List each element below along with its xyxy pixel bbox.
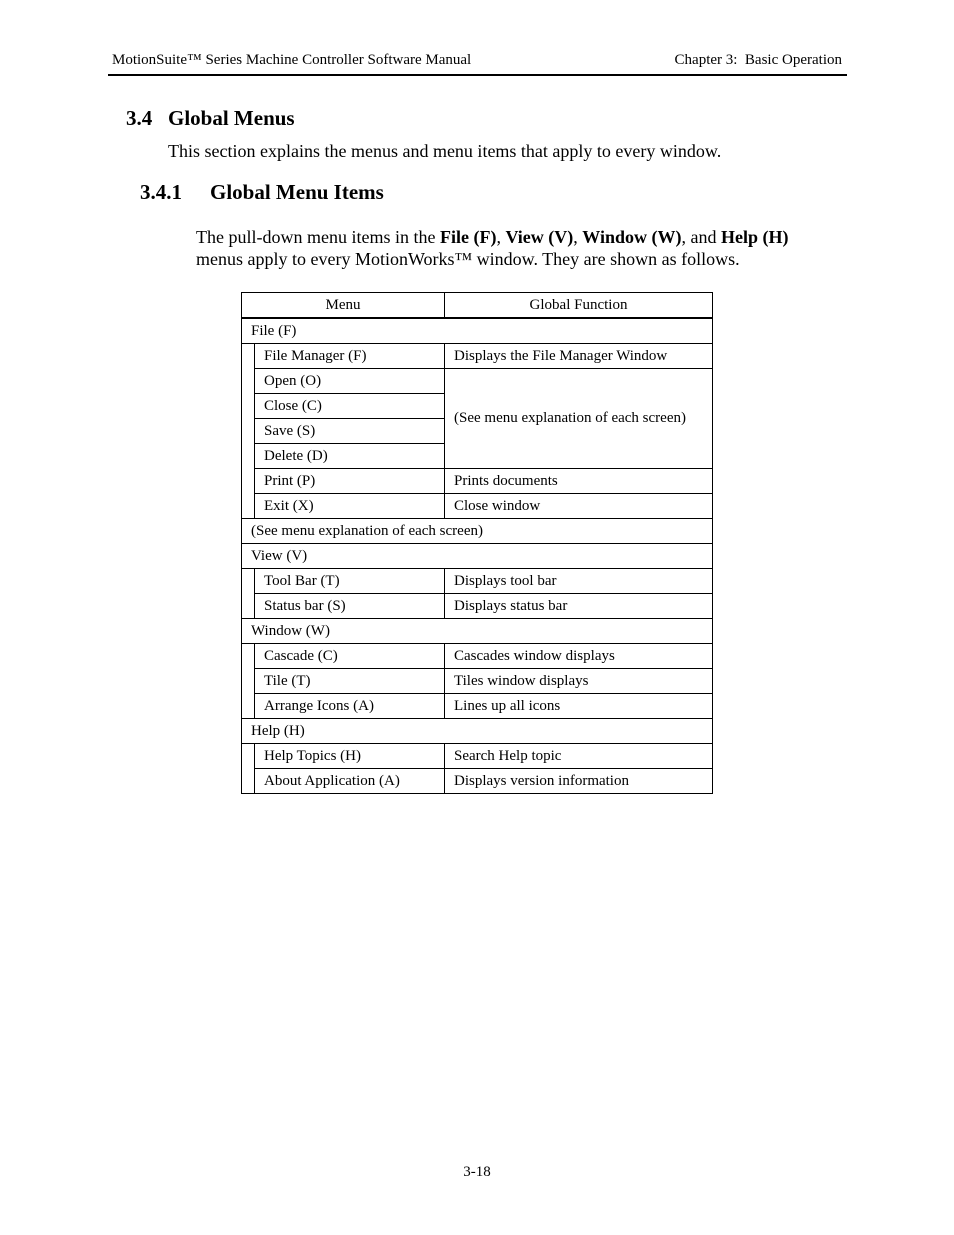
para-window-menu: Window (W) xyxy=(582,227,682,247)
table-row xyxy=(242,544,713,569)
table-row xyxy=(242,369,713,394)
table-row xyxy=(242,494,713,519)
menu-item: File Manager (F) xyxy=(255,344,445,369)
para-text: menus apply to every MotionWorks™ window. They are shown as follows. xyxy=(196,249,740,269)
table-row xyxy=(242,694,713,719)
para-sep: , and xyxy=(681,227,721,247)
para-view-menu: View (V) xyxy=(505,227,574,247)
table-row xyxy=(242,569,713,594)
indent-cell xyxy=(242,569,255,619)
col-menu-header: Menu xyxy=(242,293,445,319)
running-header-chapter: Chapter 3: Basic Operation xyxy=(674,52,842,68)
see-note-row: (See menu explanation of each screen) xyxy=(242,519,713,544)
menu-function: Tiles window displays xyxy=(445,669,713,694)
menu-item: Tile (T) xyxy=(255,669,445,694)
table-row xyxy=(242,719,713,744)
table-row xyxy=(242,619,713,644)
para-sep: , xyxy=(496,227,506,247)
para-help-menu: Help (H) xyxy=(720,227,789,247)
para-sep: , xyxy=(573,227,583,247)
global-menu-table xyxy=(241,292,713,794)
running-header-title: MotionSuite™ Series Machine Controller Software Manual xyxy=(112,52,472,68)
menu-function: Displays status bar xyxy=(445,594,713,619)
menu-item: Open (O) xyxy=(255,369,445,394)
menu-item: Delete (D) xyxy=(255,444,445,469)
section-heading xyxy=(126,106,295,131)
menu-function: (See menu explanation of each screen) xyxy=(445,369,713,469)
table-row xyxy=(242,519,713,544)
group-help: Help (H) xyxy=(242,719,713,744)
menu-function: Displays tool bar xyxy=(445,569,713,594)
para-text: The pull-down menu items in the xyxy=(196,227,440,247)
table-row xyxy=(242,318,713,344)
menu-function: Displays the File Manager Window xyxy=(445,344,713,369)
menu-item: Tool Bar (T) xyxy=(255,569,445,594)
indent-cell xyxy=(242,744,255,794)
menu-function: Search Help topic xyxy=(445,744,713,769)
subsection-heading xyxy=(140,180,384,205)
menu-item: Arrange Icons (A) xyxy=(255,694,445,719)
group-file: File (F) xyxy=(242,318,713,344)
col-function-header: Global Function xyxy=(445,293,713,319)
para-file-menu: File (F) xyxy=(439,227,497,247)
subsection-paragraph xyxy=(196,226,836,270)
menu-function: Lines up all icons xyxy=(445,694,713,719)
section-intro: This section explains the menus and menu items that apply to every window. xyxy=(168,141,722,161)
group-window: Window (W) xyxy=(242,619,713,644)
menu-item: Print (P) xyxy=(255,469,445,494)
menu-item: Cascade (C) xyxy=(255,644,445,669)
menu-item: Save (S) xyxy=(255,419,445,444)
menu-function: Displays version information xyxy=(445,769,713,794)
table-row xyxy=(242,744,713,769)
table-row xyxy=(242,769,713,794)
section-number: 3.4 xyxy=(126,106,153,130)
menu-function: Close window xyxy=(445,494,713,519)
menu-item: About Application (A) xyxy=(255,769,445,794)
menu-function: Cascades window displays xyxy=(445,644,713,669)
indent-cell xyxy=(242,344,255,519)
table-row xyxy=(242,594,713,619)
menu-item: Status bar (S) xyxy=(255,594,445,619)
table-row xyxy=(242,644,713,669)
section-title: Global Menus xyxy=(168,106,295,130)
menu-item: Close (C) xyxy=(255,394,445,419)
indent-cell xyxy=(242,644,255,719)
subsection-title: Global Menu Items xyxy=(210,180,384,204)
page-number: 3-18 xyxy=(463,1164,491,1180)
table-row xyxy=(242,344,713,369)
header-rule xyxy=(108,74,847,76)
table-row xyxy=(242,669,713,694)
menu-item: Help Topics (H) xyxy=(255,744,445,769)
table-row xyxy=(242,469,713,494)
subsection-number: 3.4.1 xyxy=(140,180,182,204)
menu-item: Exit (X) xyxy=(255,494,445,519)
menu-function: Prints documents xyxy=(445,469,713,494)
table-header-row xyxy=(242,293,713,319)
group-view: View (V) xyxy=(242,544,713,569)
